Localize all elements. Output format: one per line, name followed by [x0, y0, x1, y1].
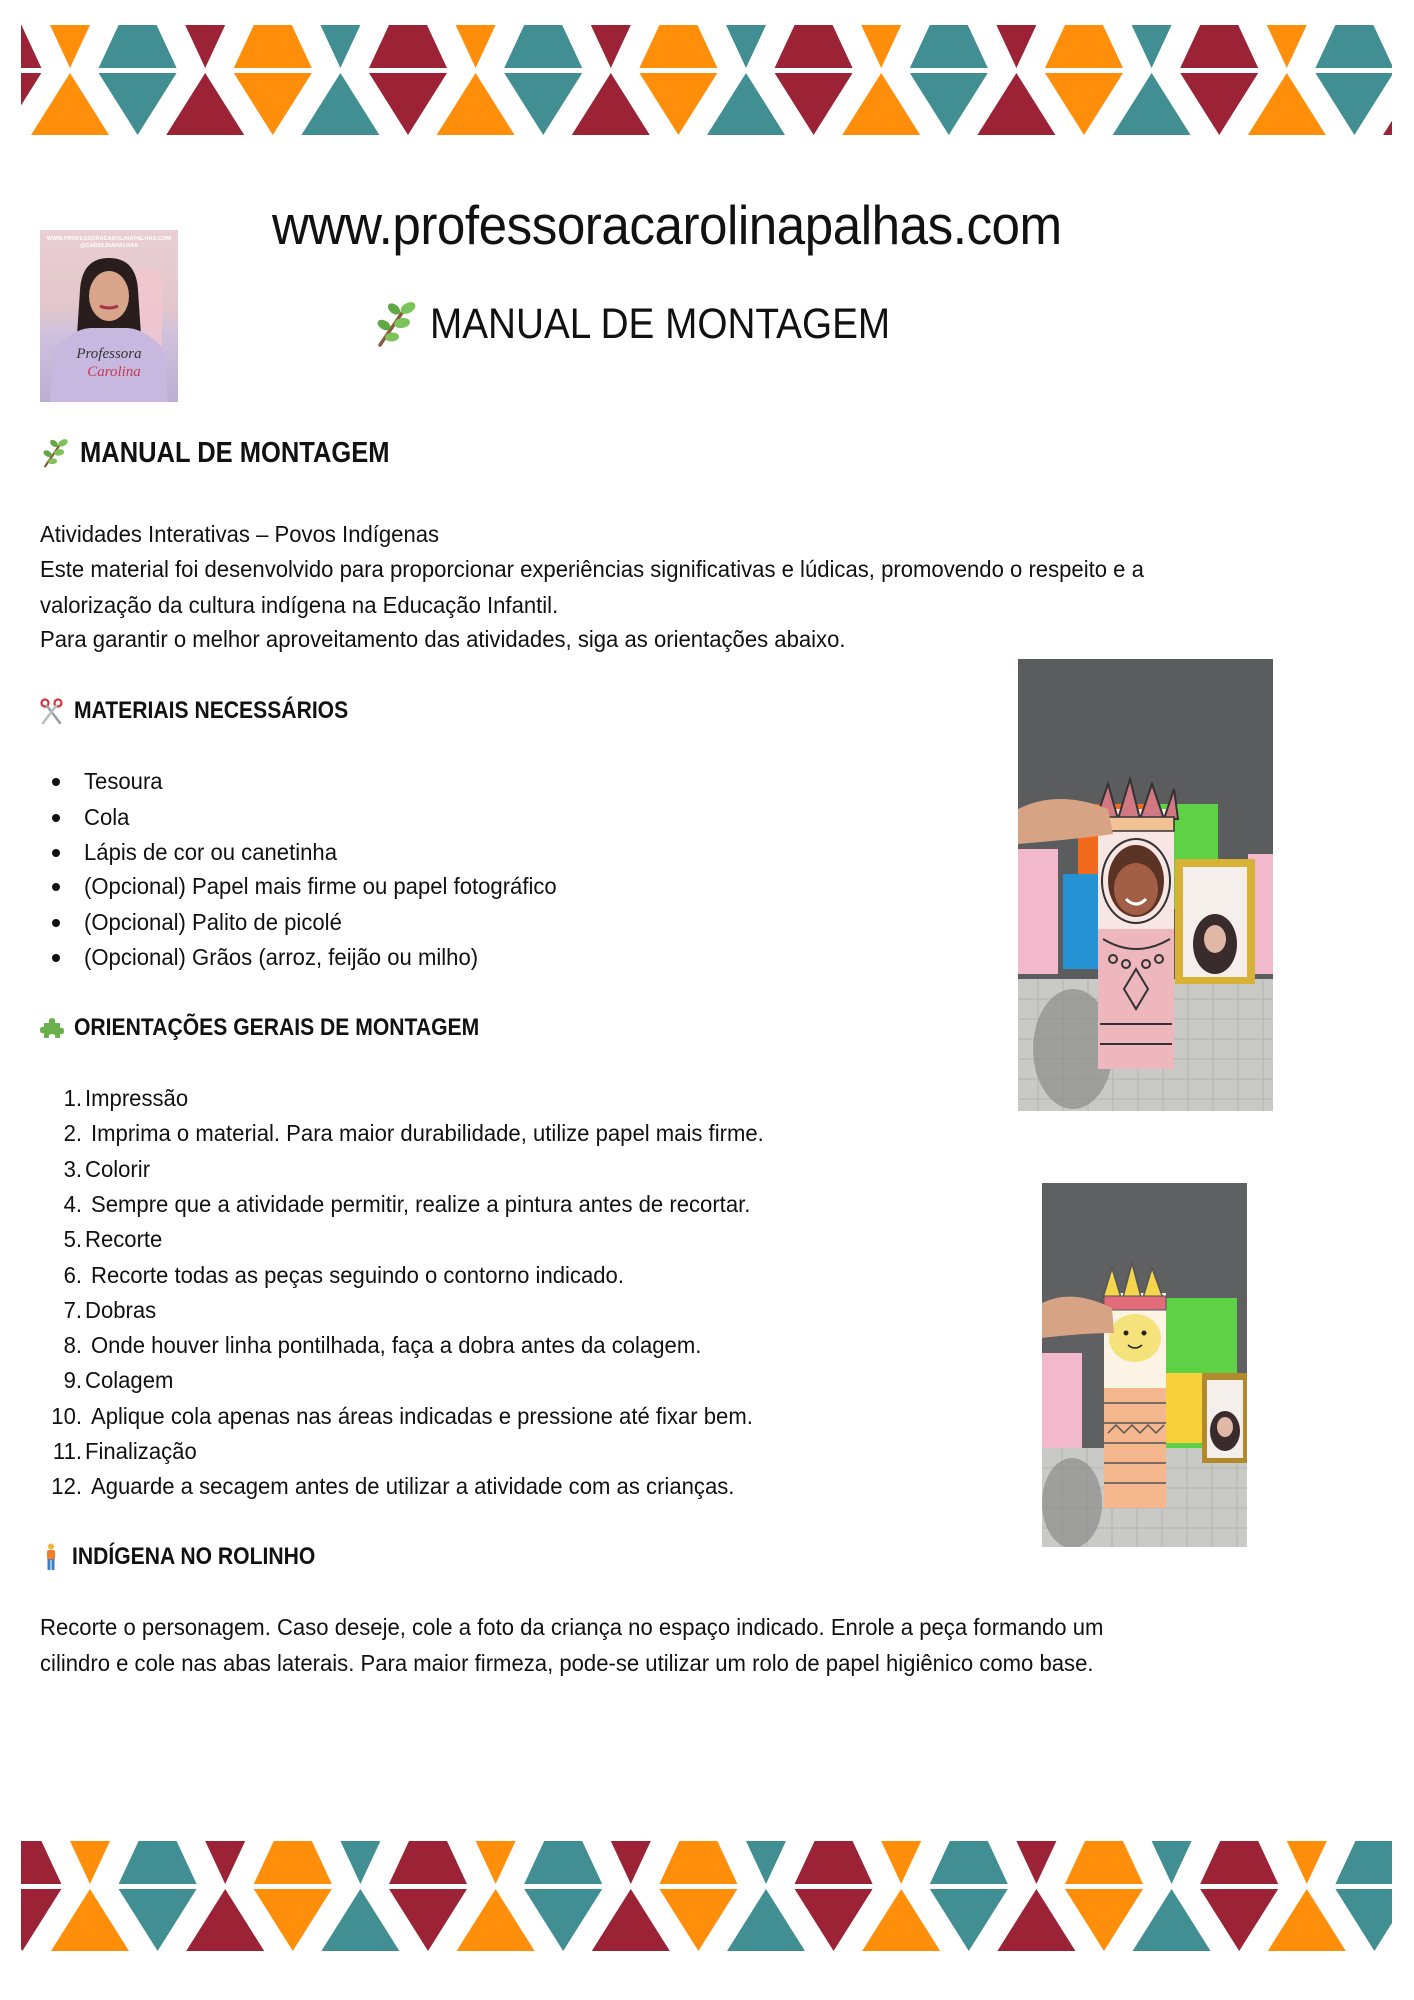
- pattern-shape: [639, 25, 717, 68]
- materials-item-text: Cola: [84, 803, 130, 830]
- page-subtitle: [372, 296, 941, 352]
- pattern-shape: [504, 25, 582, 68]
- bullet-icon: [52, 849, 60, 857]
- list-number: 1.: [63, 1084, 82, 1111]
- rolinho-heading: [40, 1542, 348, 1572]
- pattern-shape: [1315, 25, 1393, 68]
- pattern-triangle: [659, 1889, 737, 1951]
- pattern-triangle: [997, 1889, 1075, 1951]
- list-number: 8.: [63, 1331, 82, 1358]
- pattern-triangle: [775, 73, 853, 135]
- pattern-triangle: [930, 1889, 1008, 1951]
- pattern-shape: [775, 25, 853, 68]
- guidelines-list-item: [40, 1401, 795, 1431]
- pattern-shape: [389, 1841, 467, 1884]
- pattern-shape: [456, 25, 496, 68]
- guidelines-list-item: [40, 1118, 807, 1148]
- pattern-triangle: [1113, 73, 1191, 135]
- pattern-shape: [746, 1841, 786, 1884]
- pattern-shape: [1287, 1841, 1327, 1884]
- guidelines-list-item: [40, 1436, 204, 1466]
- list-number: 2.: [63, 1119, 82, 1146]
- guidelines-item-text: Recorte: [85, 1225, 163, 1252]
- pattern-shape: [726, 25, 766, 68]
- guidelines-list-item: [40, 1083, 195, 1113]
- guidelines-list-item: [40, 1154, 154, 1184]
- pattern-shape: [996, 25, 1036, 68]
- photo-caption-website: WWW.PROFESSORACAROLINAPALHAS.COM: [46, 236, 172, 242]
- pattern-shape: [320, 25, 360, 68]
- materials-item-text: (Opcional) Papel mais firme ou papel fotográfico: [84, 872, 557, 899]
- pattern-shape: [476, 1841, 516, 1884]
- materials-list-item: [52, 907, 358, 937]
- list-number: 10.: [51, 1402, 82, 1429]
- list-number: 9.: [63, 1366, 82, 1393]
- materials-item-text: Lápis de cor ou canetinha: [84, 838, 337, 865]
- profile-photo: [40, 230, 178, 402]
- list-number: 12.: [51, 1472, 82, 1499]
- guidelines-heading-text: ORIENTAÇÕES GERAIS DE MONTAGEM: [74, 1014, 480, 1041]
- pattern-triangle: [99, 73, 177, 135]
- example-photo-indigenous-roll-colored: [1042, 1183, 1247, 1547]
- guidelines-item-text: Recorte todas as peças seguindo o contorno indicado.: [91, 1261, 624, 1288]
- svg-text:Professora: Professora: [76, 346, 142, 362]
- pattern-triangle: [1133, 1889, 1211, 1951]
- pattern-shape: [185, 25, 225, 68]
- pattern-triangle: [842, 73, 920, 135]
- pattern-triangle: [707, 73, 785, 135]
- guidelines-list-item: [40, 1471, 775, 1501]
- materials-heading: [40, 696, 386, 726]
- pattern-shape: [254, 1841, 332, 1884]
- guidelines-item-text: Colagem: [85, 1366, 174, 1393]
- pattern-triangle: [457, 1889, 535, 1951]
- list-number: 6.: [63, 1261, 82, 1288]
- guidelines-list-item: [40, 1330, 740, 1360]
- pattern-triangle: [234, 73, 312, 135]
- herb-branch-icon: [40, 438, 68, 468]
- guidelines-list-item: [40, 1295, 161, 1325]
- pattern-triangle: [1045, 73, 1123, 135]
- guidelines-list-item: [40, 1224, 167, 1254]
- pattern-triangle: [51, 1889, 129, 1951]
- bullet-icon: [52, 919, 60, 927]
- pattern-shape: [340, 1841, 380, 1884]
- example-photo-indigenous-roll-child: [1018, 659, 1273, 1111]
- pattern-shape: [205, 1841, 245, 1884]
- pattern-shape: [1267, 25, 1307, 68]
- pattern-triangle: [639, 73, 717, 135]
- pattern-shape: [1045, 25, 1123, 68]
- list-number: 3.: [63, 1155, 82, 1182]
- pattern-triangle: [186, 1889, 264, 1951]
- pattern-triangle: [31, 73, 109, 135]
- materials-list-item: [52, 871, 587, 901]
- decorative-triangle-border-top: [0, 20, 1414, 140]
- bullet-icon: [52, 778, 60, 786]
- guidelines-item-text: Impressão: [85, 1084, 189, 1111]
- materials-item-text: (Opcional) Palito de picolé: [84, 908, 342, 935]
- pattern-shape: [611, 1841, 651, 1884]
- pattern-triangle: [254, 1889, 332, 1951]
- intro-title: Atividades Interativas – Povos Indígenas: [40, 521, 440, 547]
- guidelines-item-text: Dobras: [85, 1296, 157, 1323]
- materials-list-item: [52, 802, 132, 832]
- pattern-shape: [99, 25, 177, 68]
- pattern-shape: [881, 1841, 921, 1884]
- decorative-triangle-border-bottom: [0, 1836, 1414, 1956]
- pattern-triangle: [1315, 73, 1393, 135]
- list-number: 5.: [63, 1225, 82, 1252]
- pattern-triangle: [592, 1889, 670, 1951]
- list-number: 11.: [52, 1437, 82, 1464]
- list-number: 7.: [63, 1296, 82, 1323]
- guidelines-list-item: [40, 1365, 179, 1395]
- pattern-triangle: [389, 1889, 467, 1951]
- materials-heading-text: MATERIAIS NECESSÁRIOS: [74, 697, 349, 724]
- list-number: 4.: [63, 1190, 82, 1217]
- pattern-triangle: [1180, 73, 1258, 135]
- guidelines-item-text: Aplique cola apenas nas áreas indicadas e pressione até fixar bem.: [91, 1402, 753, 1429]
- pattern-shape: [70, 1841, 110, 1884]
- pattern-triangle: [437, 73, 515, 135]
- intro-paragraph-line: Para garantir o melhor aproveitamento das atividades, siga as orientações abaixo.: [40, 626, 846, 652]
- intro-paragraph-line: Este material foi desenvolvido para proporcionar experiências significativas e lúdicas, promovendo o respeito e a: [40, 556, 1144, 582]
- pattern-shape: [1065, 1841, 1143, 1884]
- pattern-shape: [50, 25, 90, 68]
- profile-photo-illustration: [40, 230, 178, 402]
- bullet-icon: [52, 883, 60, 891]
- pattern-triangle: [166, 73, 244, 135]
- materials-item-text: Tesoura: [84, 767, 163, 794]
- pattern-shape: [659, 1841, 737, 1884]
- rolinho-heading-text: INDÍGENA NO ROLINHO: [72, 1543, 316, 1570]
- pattern-triangle: [1065, 1889, 1143, 1951]
- pattern-triangle: [727, 1889, 805, 1951]
- pattern-triangle: [795, 1889, 873, 1951]
- svg-text:Carolina: Carolina: [87, 364, 141, 380]
- pattern-shape: [234, 25, 312, 68]
- rolinho-paragraph-line: cilindro e cole nas abas laterais. Para maior firmeza, pode-se utilizar um rolo de papel higiênico como base.: [40, 1650, 1094, 1676]
- pattern-triangle: [862, 1889, 940, 1951]
- pattern-triangle: [572, 73, 650, 135]
- pattern-triangle: [321, 1889, 399, 1951]
- pattern-triangle: [910, 73, 988, 135]
- manual-heading-text: MANUAL DE MONTAGEM: [80, 436, 390, 469]
- guidelines-item-text: Sempre que a atividade permitir, realize a pintura antes de recortar.: [91, 1190, 751, 1217]
- materials-list-item: [52, 942, 503, 972]
- scissors-icon: [40, 698, 64, 724]
- pattern-triangle: [504, 73, 582, 135]
- pattern-shape: [795, 1841, 873, 1884]
- guidelines-item-text: Onde houver linha pontilhada, faça a dobra antes da colagem.: [91, 1331, 702, 1358]
- guidelines-item-text: Finalização: [85, 1437, 197, 1464]
- website-url[interactable]: www.professoracarolinapalhas.com: [272, 194, 1062, 256]
- pattern-triangle: [1200, 1889, 1278, 1951]
- pattern-shape: [1016, 1841, 1056, 1884]
- pattern-shape: [524, 1841, 602, 1884]
- guidelines-item-text: Imprima o material. Para maior durabilidade, utilize papel mais firme.: [91, 1119, 764, 1146]
- materials-list-item: [52, 837, 353, 867]
- pattern-shape: [1180, 25, 1258, 68]
- pattern-shape: [930, 1841, 1008, 1884]
- pattern-shape: [1200, 1841, 1278, 1884]
- pattern-shape: [910, 25, 988, 68]
- guidelines-list-item: [40, 1189, 792, 1219]
- bullet-icon: [52, 954, 60, 962]
- pattern-shape: [591, 25, 631, 68]
- guidelines-item-text: Aguarde a secagem antes de utilizar a atividade com as crianças.: [91, 1472, 735, 1499]
- pattern-shape: [861, 25, 901, 68]
- pattern-shape: [1132, 25, 1172, 68]
- pattern-triangle: [119, 1889, 197, 1951]
- puzzle-piece-icon: [40, 1016, 64, 1040]
- pattern-triangle: [977, 73, 1055, 135]
- herb-branch-icon: [372, 301, 416, 347]
- intro-paragraph-line: valorização da cultura indígena na Educação Infantil.: [40, 592, 559, 618]
- subtitle-text: MANUAL DE MONTAGEM: [430, 300, 891, 348]
- pattern-triangle: [301, 73, 379, 135]
- pattern-triangle: [369, 73, 447, 135]
- pattern-triangle: [1268, 1889, 1346, 1951]
- pattern-shape: [369, 25, 447, 68]
- guidelines-item-text: Colorir: [85, 1155, 151, 1182]
- pattern-triangle: [1248, 73, 1326, 135]
- materials-item-text: (Opcional) Grãos (arroz, feijão ou milho): [84, 943, 479, 970]
- guidelines-heading: [40, 1013, 534, 1043]
- rolinho-paragraph-line: Recorte o personagem. Caso deseje, cole a foto da criança no espaço indicado. Enrole a peça formando um: [40, 1614, 1104, 1640]
- bullet-icon: [52, 814, 60, 822]
- person-standing-icon: [44, 1543, 58, 1571]
- manual-heading: [40, 436, 432, 470]
- pattern-shape: [1152, 1841, 1192, 1884]
- pattern-triangle: [524, 1889, 602, 1951]
- pattern-shape: [119, 1841, 197, 1884]
- guidelines-list-item: [40, 1260, 658, 1290]
- photo-caption-handle: @CAROLINAPALHAS: [79, 243, 139, 249]
- materials-list-item: [52, 766, 168, 796]
